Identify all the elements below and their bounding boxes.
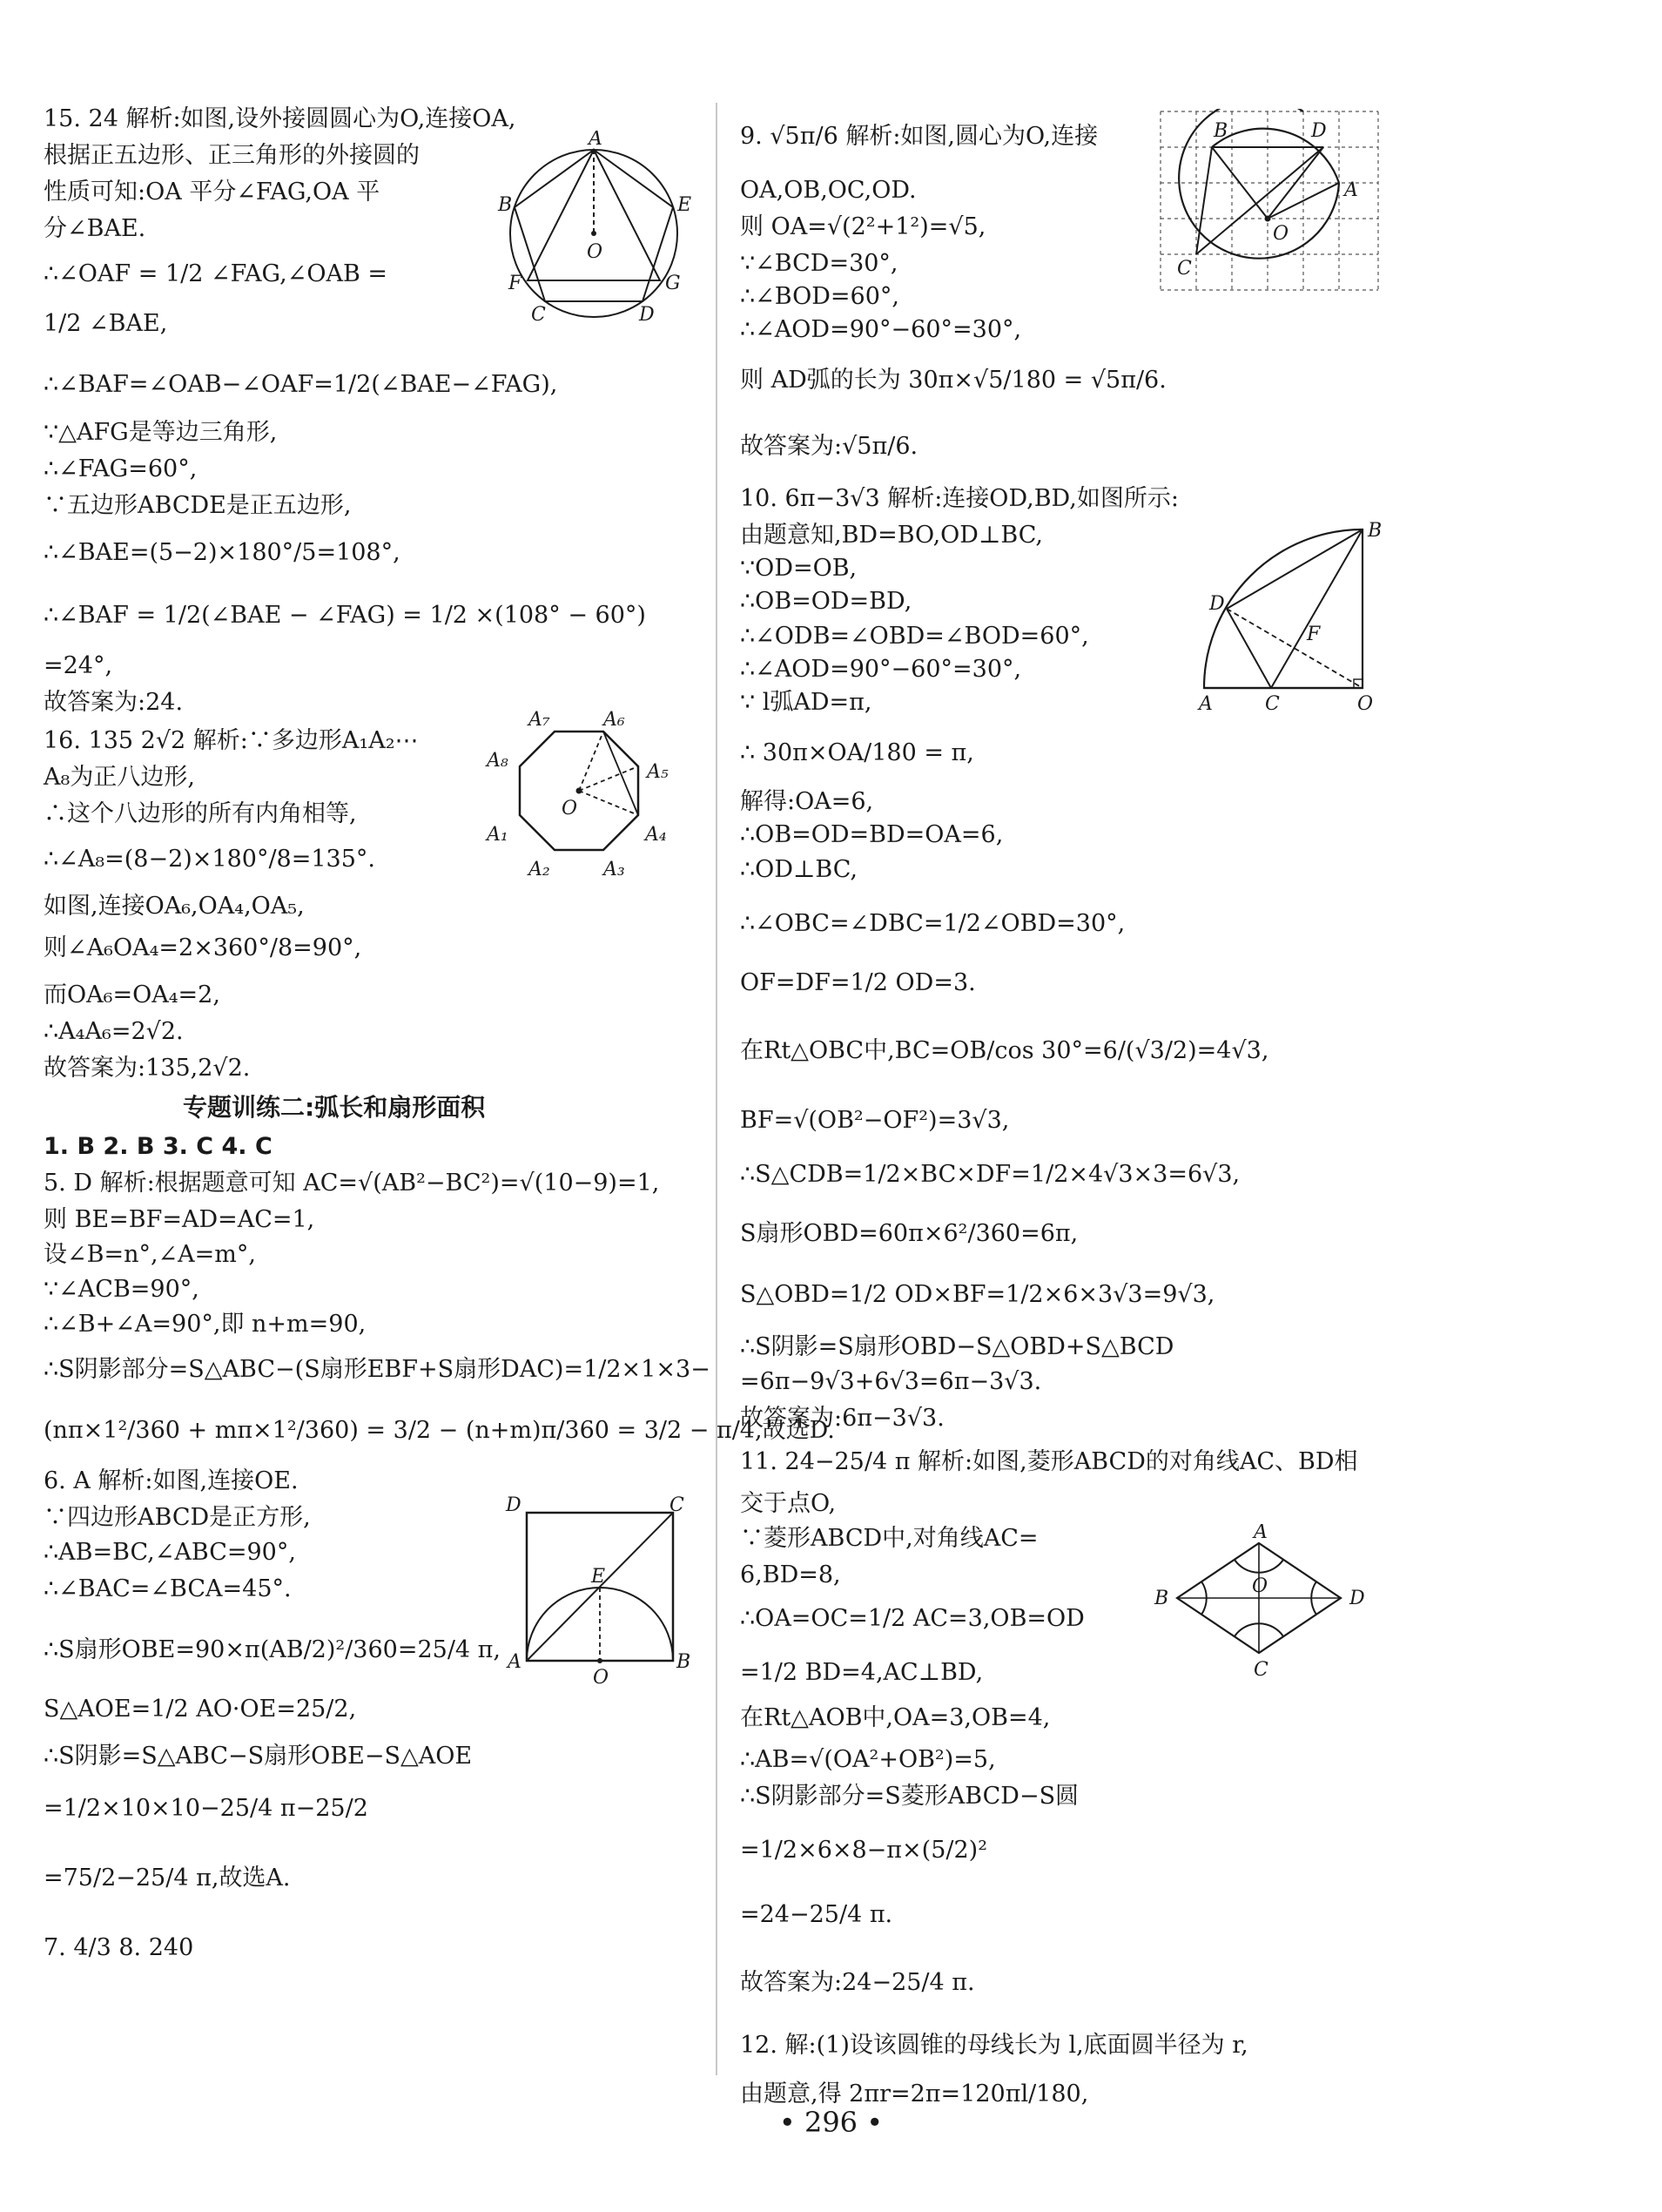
figure-label: B [676, 1651, 691, 1673]
text-line: 7. 4/3 8. 240 [44, 1934, 194, 1961]
figure-label: A₂ [528, 859, 550, 880]
text-line: ∴∠BAC=∠BCA=45°. [44, 1575, 292, 1602]
text-line: 16. 135 2√2 解析:∵多边形A₁A₂⋯ [44, 727, 419, 754]
text-line: 1/2 ∠BAE, [44, 310, 168, 337]
text-line: 6. A 解析:如图,连接OE. [44, 1467, 299, 1494]
section-title: 专题训练二:弧长和扇形面积 [183, 1093, 486, 1122]
text-line: 故答案为:√5π/6. [740, 433, 918, 460]
text-line: ∴OB=OD=BD, [740, 588, 912, 615]
figure-label: B [1214, 120, 1228, 142]
sector-figure [1197, 514, 1397, 714]
text-line: 根据正五边形、正三角形的外接圆的 [44, 142, 420, 169]
figure-label: C [531, 304, 546, 326]
text-line: (nπ×1²/360 + mπ×1²/360) = 3/2 − (n+m)π/360 = 3/2 − π/4,故选D. [44, 1417, 835, 1444]
text-line: ∴∠B+∠A=90°,即 n+m=90, [44, 1311, 367, 1338]
text-line: 1. B 2. B 3. C 4. C [44, 1133, 273, 1160]
figure-label: A₇ [528, 710, 550, 731]
octagon-figure [474, 710, 692, 910]
text-line: =1/2×10×10−25/4 π−25/2 [44, 1795, 368, 1822]
text-line: A₈为正八边形, [44, 764, 195, 791]
figure-label: O [1252, 1575, 1268, 1597]
text-line: ∴∠BAF=∠OAB−∠OAF=1/2(∠BAE−∠FAG), [44, 371, 558, 398]
text-line: 6,BD=8, [740, 1561, 841, 1588]
rhombus-figure [1132, 1524, 1393, 1689]
text-line: S△AOE=1/2 AO·OE=25/2, [44, 1696, 357, 1723]
grid-figure [1158, 109, 1384, 296]
text-line: OA,OB,OC,OD. [740, 177, 917, 204]
text-line: ∴∠ODB=∠OBD=∠BOD=60°, [740, 623, 1089, 650]
figure-label: O [587, 241, 603, 263]
text-line: 解得:OA=6, [740, 788, 874, 815]
figure-label: B [1154, 1588, 1169, 1609]
text-line: =1/2×6×8−π×(5/2)² [740, 1837, 988, 1864]
text-line: 由题意知,BD=BO,OD⊥BC, [740, 522, 1043, 549]
figure-label: A [1254, 1524, 1268, 1543]
figure-label: D [506, 1494, 521, 1516]
figure-label: D [1209, 593, 1225, 615]
text-line: 15. 24 解析:如图,设外接圆圆心为O,连接OA, [44, 105, 516, 132]
text-line: =75/2−25/4 π,故选A. [44, 1865, 291, 1892]
figure-label: O [1273, 223, 1289, 245]
text-line: ∵OD=OB, [740, 555, 858, 582]
text-line: ∵菱形ABCD中,对角线AC= [740, 1525, 1039, 1552]
text-line: 设∠B=n°,∠A=m°, [44, 1241, 256, 1268]
figure-label: A [508, 1651, 521, 1673]
text-line: ∴∠OBC=∠DBC=1/2∠OBD=30°, [740, 910, 1126, 937]
text-line: 如图,连接OA₆,OA₄,OA₅, [44, 893, 305, 920]
text-line: ∴∠AOD=90°−60°=30°, [740, 656, 1022, 683]
text-line: ∵四边形ABCD是正方形, [44, 1504, 311, 1531]
pentagon-figure [496, 131, 696, 331]
text-line: 交于点O, [740, 1490, 837, 1517]
text-line: 则∠A₆OA₄=2×360°/8=90°, [44, 934, 362, 961]
text-line: 由题意,得 2πr=2π=120πl/180, [740, 2080, 1089, 2107]
figure-label: E [591, 1566, 606, 1588]
text-line: =1/2 BD=4,AC⊥BD, [740, 1659, 984, 1686]
text-line: ∴ 30π×OA/180 = π, [740, 739, 974, 766]
text-line: ∴A₄A₆=2√2. [44, 1018, 184, 1045]
figure-label: D [1311, 120, 1327, 142]
text-line: 在Rt△AOB中,OA=3,OB=4, [740, 1704, 1051, 1731]
text-line: 12. 解:(1)设该圆锥的母线长为 l,底面圆半径为 r, [740, 2032, 1248, 2059]
figure-label: O [562, 798, 578, 819]
text-line: 而OA₆=OA₄=2, [44, 981, 220, 1008]
text-line: 故答案为:24. [44, 689, 184, 716]
text-line: S△OBD=1/2 OD×BF=1/2×6×3√3=9√3, [740, 1281, 1215, 1308]
text-line: ∴AB=√(OA²+OB²)=5, [740, 1746, 996, 1773]
figure-label: A [589, 131, 602, 150]
figure-label: A₃ [603, 859, 625, 880]
text-line: ∵△AFG是等边三角形, [44, 419, 278, 446]
figure-label: A₅ [647, 761, 669, 783]
text-line: =6π−9√3+6√3=6π−3√3. [740, 1368, 1042, 1395]
figure-label: O [1357, 693, 1374, 714]
text-line: ∴AB=BC,∠ABC=90°, [44, 1539, 296, 1566]
figure-label: D [639, 304, 655, 326]
text-line: ∴∠BAF = 1/2(∠BAE − ∠FAG) = 1/2 ×(108° − 60°) [44, 602, 646, 629]
figure-label: B [498, 194, 513, 216]
text-line: ∵五边形ABCDE是正五边形, [44, 492, 352, 519]
text-line: ∴S阴影部分=S菱形ABCD−S圆 [740, 1783, 1080, 1810]
figure-label: G [665, 273, 681, 294]
column-divider [716, 103, 717, 2075]
text-line: =24°, [44, 652, 113, 679]
figure-label: D [1349, 1588, 1365, 1609]
figure-label: C [1177, 258, 1192, 280]
text-line: BF=√(OB²−OF²)=3√3, [740, 1107, 1010, 1134]
text-line: 分∠BAE. [44, 215, 146, 242]
text-line: 性质可知:OA 平分∠FAG,OA 平 [44, 179, 380, 206]
figure-label: A₈ [487, 750, 508, 772]
figure-label: F [508, 273, 522, 294]
text-line: ∴∠OAF = 1/2 ∠FAG,∠OAB = [44, 260, 387, 287]
text-line: =24−25/4 π. [740, 1901, 893, 1928]
text-line: 则 BE=BF=AD=AC=1, [44, 1206, 315, 1233]
figure-label: A₄ [645, 824, 667, 846]
text-line: 则 OA=√(2²+1²)=√5, [740, 213, 986, 240]
text-line: ∴S扇形OBE=90×π(AB/2)²/360=25/4 π, [44, 1636, 501, 1663]
text-line: ∴S阴影部分=S△ABC−(S扇形EBF+S扇形DAC)=1/2×1×3− [44, 1356, 710, 1383]
text-line: ∴∠BAE=(5−2)×180°/5=108°, [44, 539, 400, 566]
figure-label: A₆ [603, 710, 625, 731]
text-line: 故答案为:24−25/4 π. [740, 1969, 975, 1996]
figure-label: F [1307, 624, 1321, 645]
text-line: 在Rt△OBC中,BC=OB/cos 30°=6/(√3/2)=4√3, [740, 1037, 1269, 1064]
text-line: ∵∠BCD=30°, [740, 250, 898, 277]
text-line: S扇形OBD=60π×6²/360=6π, [740, 1220, 1079, 1247]
text-line: 故答案为:135,2√2. [44, 1055, 251, 1082]
text-line: ∴S△CDB=1/2×BC×DF=1/2×4√3×3=6√3, [740, 1161, 1241, 1188]
text-line: ∴∠AOD=90°−60°=30°, [740, 316, 1022, 343]
text-line: ∴∠FAG=60°, [44, 455, 198, 482]
text-line: 10. 6π−3√3 解析:连接OD,BD,如图所示: [740, 485, 1179, 512]
text-line: ∴∠BOD=60°, [740, 283, 899, 310]
text-line: 9. √5π/6 解析:如图,圆心为O,连接 [740, 123, 1099, 150]
text-line: ∵∠ACB=90°, [44, 1276, 199, 1303]
text-line: ∴∠A₈=(8−2)×180°/8=135°. [44, 846, 375, 873]
figure-label: A₁ [487, 824, 508, 846]
figure-label: C [1254, 1659, 1268, 1681]
text-line: ∴OD⊥BC, [740, 856, 858, 883]
text-line: ∴S阴影=S扇形OBD−S△OBD+S△BCD [740, 1333, 1174, 1360]
figure-label: A [1199, 693, 1213, 714]
page-number: • 296 • [778, 2106, 884, 2139]
text-line: ∴OA=OC=1/2 AC=3,OB=OD [740, 1605, 1085, 1632]
text-line: 11. 24−25/4 π 解析:如图,菱形ABCD的对角线AC、BD相 [740, 1448, 1358, 1475]
figure-label: B [1368, 520, 1383, 542]
figure-label: C [670, 1494, 684, 1516]
text-line: 则 AD弧的长为 30π×√5/180 = √5π/6. [740, 367, 1167, 394]
text-line: ∴S阴影=S△ABC−S扇形OBE−S△AOE [44, 1743, 473, 1770]
text-line: ∴这个八边形的所有内角相等, [44, 800, 357, 827]
figure-label: O [593, 1667, 609, 1689]
text-line: 5. D 解析:根据题意可知 AC=√(AB²−BC²)=√(10−9)=1, [44, 1170, 660, 1197]
text-line: ∴OB=OD=BD=OA=6, [740, 821, 1004, 848]
figure-label: A [1344, 179, 1358, 201]
text-line: ∵ l弧AD=π, [740, 689, 872, 716]
figure-label: C [1265, 693, 1280, 714]
text-line: 故答案为:6π−3√3. [740, 1405, 945, 1432]
text-line: OF=DF=1/2 OD=3. [740, 969, 976, 996]
square-figure [501, 1494, 692, 1689]
figure-label: E [677, 194, 692, 216]
